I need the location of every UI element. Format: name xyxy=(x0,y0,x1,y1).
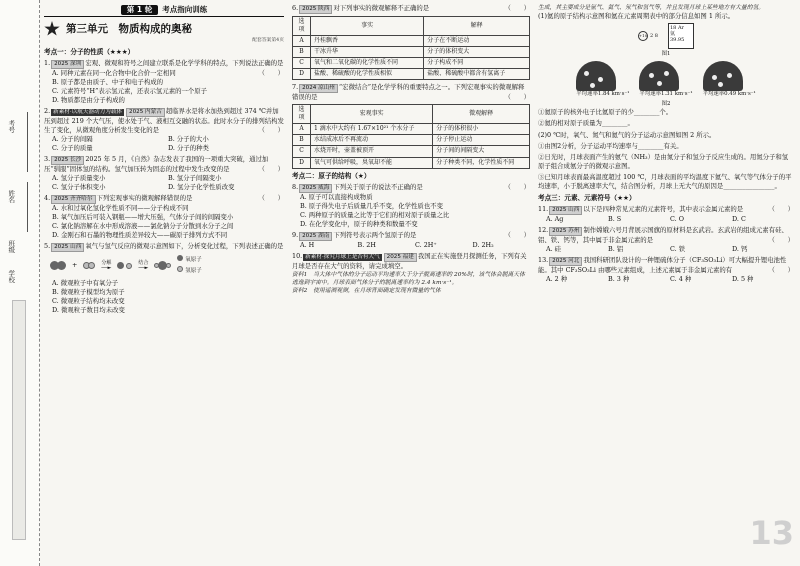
table-cell: C xyxy=(293,146,311,157)
arrow-combine: 结合 ──► xyxy=(138,259,149,271)
column-3 xyxy=(538,4,794,562)
answer-paren: （ ） xyxy=(258,194,284,203)
option-c: C. 元素符号“H”表示氢元素，还表示氢元素的一个原子 xyxy=(52,87,208,96)
option-c: C. 4 种 xyxy=(670,274,692,283)
reading-material-2: 资料2 使用遥测观测，在月球背面确定发现有微量的气体 xyxy=(292,288,441,295)
star-icon xyxy=(44,21,60,37)
figure-2 xyxy=(538,61,794,99)
options xyxy=(538,215,794,224)
unit-title: 第三单元 物质构成的奥秘 xyxy=(66,22,192,35)
option-c: C. O xyxy=(670,215,684,224)
question-1 xyxy=(44,59,284,105)
answer-paren: （ ） xyxy=(768,235,794,244)
source-tag: 2025 山西 xyxy=(51,243,84,252)
table-cell: 分子间的间隔变大 xyxy=(433,146,530,157)
option-b: B. 微观粒子模型均为原子 xyxy=(52,288,125,297)
option-a: A. H xyxy=(300,240,315,249)
answer-paren: （ ） xyxy=(504,92,530,101)
option-d: D. 金刚石和石墨的物理性质差异较大——碳原子排列方式不同 xyxy=(52,231,228,240)
table-cell: 水结成冰后不再流动 xyxy=(311,135,433,146)
reading-material-2-cont: 生成，其主要成分是氩气、氦气、氖气和氢气等，并且发现月球上某些地方有大量的氢。 xyxy=(538,5,765,11)
table-cell: 分子的体积很小 xyxy=(433,124,530,135)
atoms xyxy=(117,261,132,270)
option-a: A. 氢分子质量变小 xyxy=(52,174,106,183)
option-c: C. 微观粒子结构均未改变 xyxy=(52,297,125,306)
binding-strip xyxy=(0,0,40,566)
exam-number-line xyxy=(27,112,28,172)
jar-2 xyxy=(639,61,692,99)
table-cell: 丹桂飘香 xyxy=(311,35,424,46)
table-header-row xyxy=(293,16,530,35)
column-1 xyxy=(44,4,284,562)
atom-structure-diagram xyxy=(638,31,658,41)
option-c: C. 分子的质量 xyxy=(52,144,93,153)
table-cell: B xyxy=(293,135,311,146)
option-a: A. 原子可以直接构成物质 xyxy=(300,192,373,201)
question-12 xyxy=(538,226,794,254)
section-header xyxy=(44,4,284,17)
option-b: B. 分子的大小 xyxy=(168,135,209,144)
question-number: 7. xyxy=(292,83,299,92)
question-stem: 下列宏观事实的微观解释错误的是 xyxy=(96,194,193,203)
gas-container xyxy=(703,61,743,91)
option-c: C. 氯化钠溶解在水中形成溶液——氯化钠分子分散到水分子之间 xyxy=(52,222,234,231)
answer-paren: （ ） xyxy=(258,126,284,135)
q10-blank-2: ②氦的相对原子质量为________。 xyxy=(538,119,634,128)
electron-shells: 2 8 xyxy=(650,32,658,39)
seal-line xyxy=(12,300,26,540)
option-d: D. C xyxy=(732,215,746,224)
jar-3 xyxy=(703,61,756,99)
legend-oxygen: 氧原子 xyxy=(185,257,202,264)
table-cell: 氧气和二氧化碳的化学性质不同 xyxy=(311,58,424,69)
table-row xyxy=(293,124,530,135)
element-name: 氩 xyxy=(669,31,675,38)
table-header-row xyxy=(293,105,530,124)
question-7 xyxy=(292,83,530,168)
table-row xyxy=(293,69,530,80)
question-stem: 制作嫦娥六号月背展示国旗的原材料是玄武岩。玄武岩的组成元素有硅、铝、铁、钙等，其中属于非金属元素的是 xyxy=(538,226,788,244)
question-number: 1. xyxy=(44,59,51,68)
knowledge-point-1: 考点一：分子的性质（★★★） xyxy=(44,47,135,56)
source-tag: 2025 苏州 xyxy=(549,227,582,236)
table-cell: 水烧开时，壶盖被顶开 xyxy=(311,146,433,157)
options xyxy=(538,245,794,254)
round-label: 第 1 轮 xyxy=(121,5,158,16)
source-tag: 2025 齐齐哈尔 xyxy=(51,195,95,204)
option-b: B. 3 种 xyxy=(608,274,630,283)
name-label: 姓名 xyxy=(7,190,16,203)
legend-hydrogen: 氢原子 xyxy=(185,267,202,274)
source-tag: 2025 长沙 xyxy=(51,156,84,165)
question-13 xyxy=(538,256,794,284)
table-cell: B xyxy=(293,46,311,57)
table-header: 选项 xyxy=(293,16,311,35)
arrow-decompose: 分解 ──► xyxy=(101,259,112,271)
question-stem: 超临界水是将水加热到超过 374 ℃并加压到超过 219 个大气压，使水处于气、液相互交融的状态。此时水分子的排列结构发生了变化，从微观角度分析发生变化的是 xyxy=(44,107,284,135)
table-header: 选项 xyxy=(293,105,311,124)
table-cell: D xyxy=(293,157,311,168)
question-number: 10. xyxy=(292,251,303,260)
molecule-o2 xyxy=(50,261,66,270)
table-cell: 干冰升华 xyxy=(311,46,424,57)
option-d: D. 氢分子化学性质改变 xyxy=(168,183,235,192)
question-number: 2. xyxy=(44,107,51,116)
option-a: A. 2 种 xyxy=(546,274,568,283)
option-d: D. 2H₂ xyxy=(472,240,494,249)
table-row xyxy=(293,146,530,157)
q10-blank-5: ③已知月球表面最高温度超过 100 ℃，月球表面的平均温度下氦气、氧气等气体分子的平均速率，小于脱离速率大气，结合图分析，月球上无大气的原因是________________。 xyxy=(538,172,792,190)
exam-number-label: 考号 xyxy=(7,120,16,133)
q10-blank-3: ①由图2分析，分子运动平均速率与________有关。 xyxy=(538,141,683,150)
table-row xyxy=(293,157,530,168)
table-cell: 分子种类不同，化学性质不同 xyxy=(433,157,530,168)
options xyxy=(44,135,284,153)
question-number: 3. xyxy=(44,155,51,164)
table-cell: 氧气可供给呼吸，臭氧却不能 xyxy=(311,157,433,168)
table-header: 事实 xyxy=(311,16,424,35)
q10-blank-4: ②日光时，月球表面产生的氨气（NH₃）是由氮分子和氢分子反应生成的。用氮分子和氢原子组合成氨分子的微观示意图。 xyxy=(538,152,789,170)
name-line xyxy=(27,182,28,232)
question-8 xyxy=(292,183,530,229)
question-3 xyxy=(44,155,284,192)
gas-container xyxy=(639,61,679,91)
knowledge-point-3: 考点三：元素、元素符号（★★） xyxy=(538,194,636,203)
question-number: 9. xyxy=(292,231,299,240)
molecule-h2 xyxy=(83,262,95,269)
options xyxy=(538,275,794,284)
table-header: 解释 xyxy=(424,16,530,35)
table-cell: A xyxy=(293,35,311,46)
answer-paren: （ ） xyxy=(504,4,530,12)
page-number: 13 xyxy=(749,513,794,552)
option-b: B. S xyxy=(608,215,622,224)
options xyxy=(44,174,284,192)
jar-1 xyxy=(576,61,629,99)
option-d: D. 微观粒子数目均未改变 xyxy=(52,306,125,315)
table-header: 微观解释 xyxy=(433,105,530,124)
table-header: 宏观事实 xyxy=(311,105,433,124)
question-number: 13. xyxy=(538,256,549,265)
option-c: C. 氢分子体积变小 xyxy=(52,183,106,192)
source-tag: 2025 河北 xyxy=(549,257,582,266)
q10-part-1: (1)氦的原子结构示意图和氦在元素周期表中的部分信息如图 1 所示。 xyxy=(538,12,735,21)
q10-part-2: (2)0 ℃时，氧气、氮气和氦气的分子运动示意图如图 2 所示。 xyxy=(538,130,716,139)
option-b: B. 铝 xyxy=(608,245,624,254)
question-stem: 对下列事实的微观解释不正确的是 xyxy=(333,4,430,12)
gas-container xyxy=(576,61,616,91)
option-b: B. 原子都是由质子、中子和电子构成的 xyxy=(52,77,164,86)
question-11 xyxy=(538,205,794,224)
q7-table xyxy=(292,104,530,169)
source-tag: 2025 陕西 xyxy=(299,5,332,14)
question-10 xyxy=(292,252,530,295)
option-d: D. 在化学变化中，原子的种类和数量不变 xyxy=(300,219,418,228)
school-label: 学校 xyxy=(7,270,16,283)
question-stem: “宏微结合”是化学学科的重要特点之一。下列宏观事实的微观解释错误的是 xyxy=(292,83,525,101)
question-number: 5. xyxy=(44,242,51,251)
option-a: A. 硅 xyxy=(546,245,562,254)
speed-label: 平均速率1.84 km·s⁻¹ xyxy=(576,90,630,97)
table-row xyxy=(293,135,530,146)
reaction-diagram: + 分解 ──► 结合 ──► 氧原子 氢原子 xyxy=(44,255,284,276)
answer-paren: （ ） xyxy=(504,182,530,191)
table-row xyxy=(293,35,530,46)
question-number: 6. xyxy=(292,4,299,12)
table-cell: C xyxy=(293,58,311,69)
option-d: D. 物质都是由分子构成的 xyxy=(52,96,125,105)
question-number: 8. xyxy=(292,182,299,191)
table-cell: 分子的体积变大 xyxy=(424,46,530,57)
option-a: A. Ag xyxy=(546,215,564,224)
table-cell: 分子构成不同 xyxy=(424,58,530,69)
source-tag: 2025 山西 xyxy=(549,206,582,215)
class-label: 班级 xyxy=(7,240,16,253)
option-d: D. 5 种 xyxy=(732,274,754,283)
q6-table xyxy=(292,16,530,81)
question-4 xyxy=(44,194,284,240)
answer-paren: （ ） xyxy=(768,205,794,214)
option-a: A. 水和过氧化氢化学性质不同——分子构成不同 xyxy=(52,204,189,212)
source-tag: 2025 内蒙古 xyxy=(126,108,165,117)
option-a: A. 分子的间隔 xyxy=(52,135,93,144)
speed-label: 平均速率0.49 km·s⁻¹ xyxy=(702,90,756,97)
answer-paren: （ ） xyxy=(258,165,284,174)
theme-tag: 新素材·以航天器动力为载体 xyxy=(53,109,123,116)
source-tag: 2024 凉山州 xyxy=(299,84,338,93)
diagram-legend xyxy=(177,255,201,276)
table-cell: 盐酸、稀硫酸的化学性质相似 xyxy=(311,69,424,80)
question-5 xyxy=(44,242,284,315)
q10-blank-1: ①氦原子的核外电子比氦原子的少________个。 xyxy=(538,108,673,117)
question-6 xyxy=(292,4,530,80)
answer-paren: （ ） xyxy=(768,265,794,274)
figure-1-caption: 图1 xyxy=(661,51,671,58)
option-a: A. 微观粒子中有氧分子 xyxy=(52,278,119,287)
option-d: D. 分子的种类 xyxy=(168,144,209,153)
question-stem: 下列符号表示两个氢原子的是 xyxy=(333,231,417,240)
option-b: B. 氧气加压后可装入钢瓶——增大压强，气体分子间的间隔变小 xyxy=(52,213,234,222)
question-stem: 宏观、微观和符号之间建立联系是化学学科的特点，下列说法正确的是 xyxy=(85,59,284,68)
table-cell: 1 滴水中大约有 1.67×10²¹ 个水分子 xyxy=(311,124,433,135)
option-d: D. 钙 xyxy=(732,245,748,254)
section-label: 考点指向训练 xyxy=(162,4,208,14)
question-stem: 氧气与氢气反应的微观示意图如下，分析变化过程，下列表述正确的是 xyxy=(85,242,284,251)
option-c: C. 两种原子的质量之比等于它们的相对原子质量之比 xyxy=(300,210,450,219)
unit-header xyxy=(44,21,284,37)
knowledge-point-2: 考点二：原子的结构（★） xyxy=(292,171,371,180)
options xyxy=(292,241,530,250)
question-stem: 2025 年 5 月，《自然》杂志发表了我国的一项重大突破，通过加压“驯服”固体氢的结构。氢气加压转为固态的过程中发生改变的是 xyxy=(44,155,269,174)
question-stem: 我国正在实施登月探测任务，下列有关月球是否存在大气的资料，请完成填空。 xyxy=(292,251,527,270)
question-stem: 我国科研团队设计的一种锂硫体分子（CF₃SO₃Li）可大幅提升锂电池性能。其中 CF₃SO₃Li 由哪些元素组成，上述元素属于非金属元素的有 xyxy=(538,256,787,274)
option-b: B. 氢分子间隔变小 xyxy=(168,174,222,183)
option-c: C. 2H⁺ xyxy=(415,240,437,249)
question-2 xyxy=(44,107,284,153)
element-symbol: Ar xyxy=(677,25,684,32)
option-b: B. 2H xyxy=(357,240,376,249)
atomic-number: 18 xyxy=(669,25,677,32)
table-cell: 盐酸、稀硫酸中都含有氢离子 xyxy=(424,69,530,80)
source-tag: 2025 福建 xyxy=(384,253,417,262)
option-b: B. 原子得失电子后质量几乎不变，化学性质也不变 xyxy=(300,201,443,210)
question-number: 11. xyxy=(538,205,549,214)
figure-2-caption: 图2 xyxy=(661,100,671,107)
reading-material-1: 资料1 当大体中气体的分子运动平均速率大于分子脱离速率的 20%时，该气体会脱离天体逃逸到宇宙中。月球表面气体分子的脱离速率约为 2.4 km·s⁻¹。 xyxy=(292,271,525,286)
option-a: A. 同种元素在同一化合物中化合价一定相同 xyxy=(52,68,176,77)
table-cell: 分子在不断运动 xyxy=(424,35,530,46)
speed-label: 平均速率1.31 km·s⁻¹ xyxy=(639,90,693,97)
option-c: C. 铁 xyxy=(670,245,686,254)
question-stem: 以下是四种常见元素的元素符号，其中表示金属元素的是 xyxy=(583,205,744,214)
answer-paren: （ ） xyxy=(258,68,284,77)
table-row xyxy=(293,46,530,57)
figure-1 xyxy=(538,23,794,49)
question-stem: 下列关于原子的说法不正确的是 xyxy=(333,182,423,191)
source-tag: 2025 威海 xyxy=(299,184,332,193)
nucleus: +10 xyxy=(638,31,648,41)
answer-page-note: 配套答案第4页 xyxy=(252,38,284,43)
table-cell: 分子停止运动 xyxy=(433,135,530,146)
source-tag: 2025 深圳 xyxy=(51,60,84,69)
question-number: 12. xyxy=(538,226,549,235)
table-row xyxy=(293,58,530,69)
answer-paren: （ ） xyxy=(504,231,530,240)
question-number: 4. xyxy=(44,194,51,203)
periodic-table-cell xyxy=(668,23,694,49)
column-2 xyxy=(292,4,530,562)
molecule-h2o xyxy=(154,261,171,270)
table-cell: A xyxy=(293,124,311,135)
atomic-mass: 39.95 xyxy=(669,37,685,44)
table-cell: D xyxy=(293,69,311,80)
source-tag: 2025 湖南 xyxy=(299,232,332,241)
theme-tag: 新素材·探究月球上是否有大气 xyxy=(305,253,380,260)
question-9 xyxy=(292,231,530,250)
